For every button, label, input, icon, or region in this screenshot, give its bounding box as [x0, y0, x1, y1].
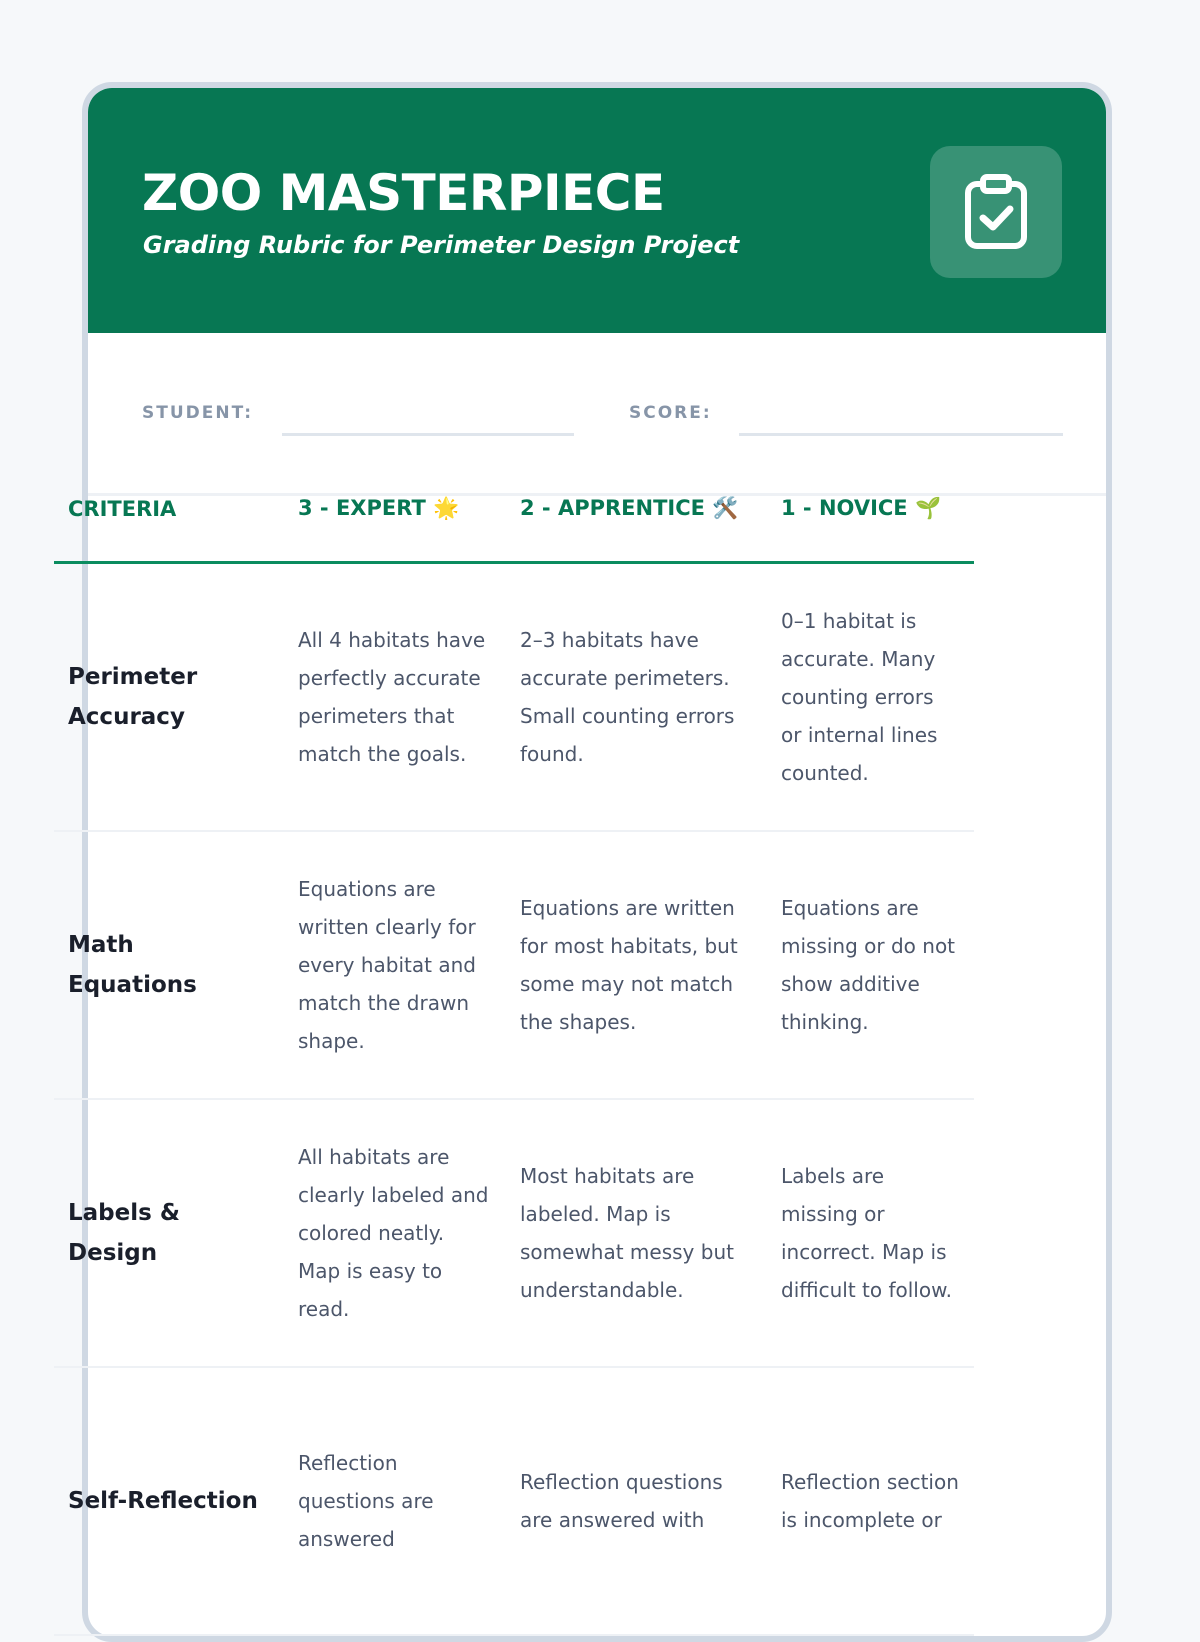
table-row: [54, 1099, 974, 1367]
header-expert-label: 3 - EXPERT: [298, 496, 426, 520]
expert-cell: All 4 habitats have perfectly accurate perimeters that match the goals.: [284, 563, 506, 831]
score-label: SCORE:: [629, 403, 712, 423]
page-title: ZOO MASTERPIECE: [142, 164, 665, 222]
table-row: [54, 831, 974, 1099]
header-apprentice: [506, 456, 767, 563]
table-row: [54, 563, 974, 831]
expert-cell: Equations are written clearly for every habitat and match the drawn shape.: [284, 831, 506, 1099]
apprentice-cell: Most habitats are labeled. Map is somewhat messy but understandable.: [506, 1099, 767, 1367]
apprentice-cell: Reflection questions are answered with: [506, 1367, 767, 1635]
page-subtitle: Grading Rubric for Perimeter Design Project: [143, 231, 740, 259]
criteria-cell: Perimeter Accuracy: [54, 563, 284, 831]
table-header-row: [54, 456, 974, 563]
header-apprentice-label: 2 - APPRENTICE: [520, 496, 705, 520]
seedling-icon: 🌱: [914, 496, 942, 520]
criteria-cell: Self-Reflection: [54, 1367, 284, 1635]
header-criteria-label: CRITERIA: [68, 496, 177, 521]
header-banner: [88, 88, 1106, 333]
header-novice-label: 1 - NOVICE: [781, 496, 908, 520]
novice-cell: Labels are missing or incorrect. Map is difficult to follow.: [767, 1099, 974, 1367]
apprentice-cell: 2–3 habitats have accurate perimeters. Small counting errors found.: [506, 563, 767, 831]
table-row: [54, 1367, 974, 1635]
novice-cell: Reflection section is incomplete or: [767, 1367, 974, 1635]
student-name-field[interactable]: [282, 433, 574, 436]
novice-cell: 0–1 habitat is accurate. Many counting errors or internal lines counted.: [767, 563, 974, 831]
header-expert: [284, 456, 506, 563]
novice-cell: Equations are missing or do not show additive thinking.: [767, 831, 974, 1099]
expert-cell: Reflection questions are answered: [284, 1367, 506, 1635]
clipboard-check-icon: [962, 174, 1030, 250]
criteria-cell: Labels & Design: [54, 1099, 284, 1367]
score-field[interactable]: [739, 433, 1063, 436]
criteria-cell: Math Equations: [54, 831, 284, 1099]
header-novice: [767, 456, 974, 563]
icon-badge: [930, 146, 1062, 278]
rubric-table: [54, 456, 974, 1636]
star-icon: 🌟: [433, 496, 460, 520]
student-label: STUDENT:: [142, 403, 254, 423]
expert-cell: All habitats are clearly labeled and colored neatly. Map is easy to read.: [284, 1099, 506, 1367]
tools-icon: 🛠️: [712, 496, 739, 520]
apprentice-cell: Equations are written for most habitats, but some may not match the shapes.: [506, 831, 767, 1099]
header-criteria: [54, 456, 284, 563]
